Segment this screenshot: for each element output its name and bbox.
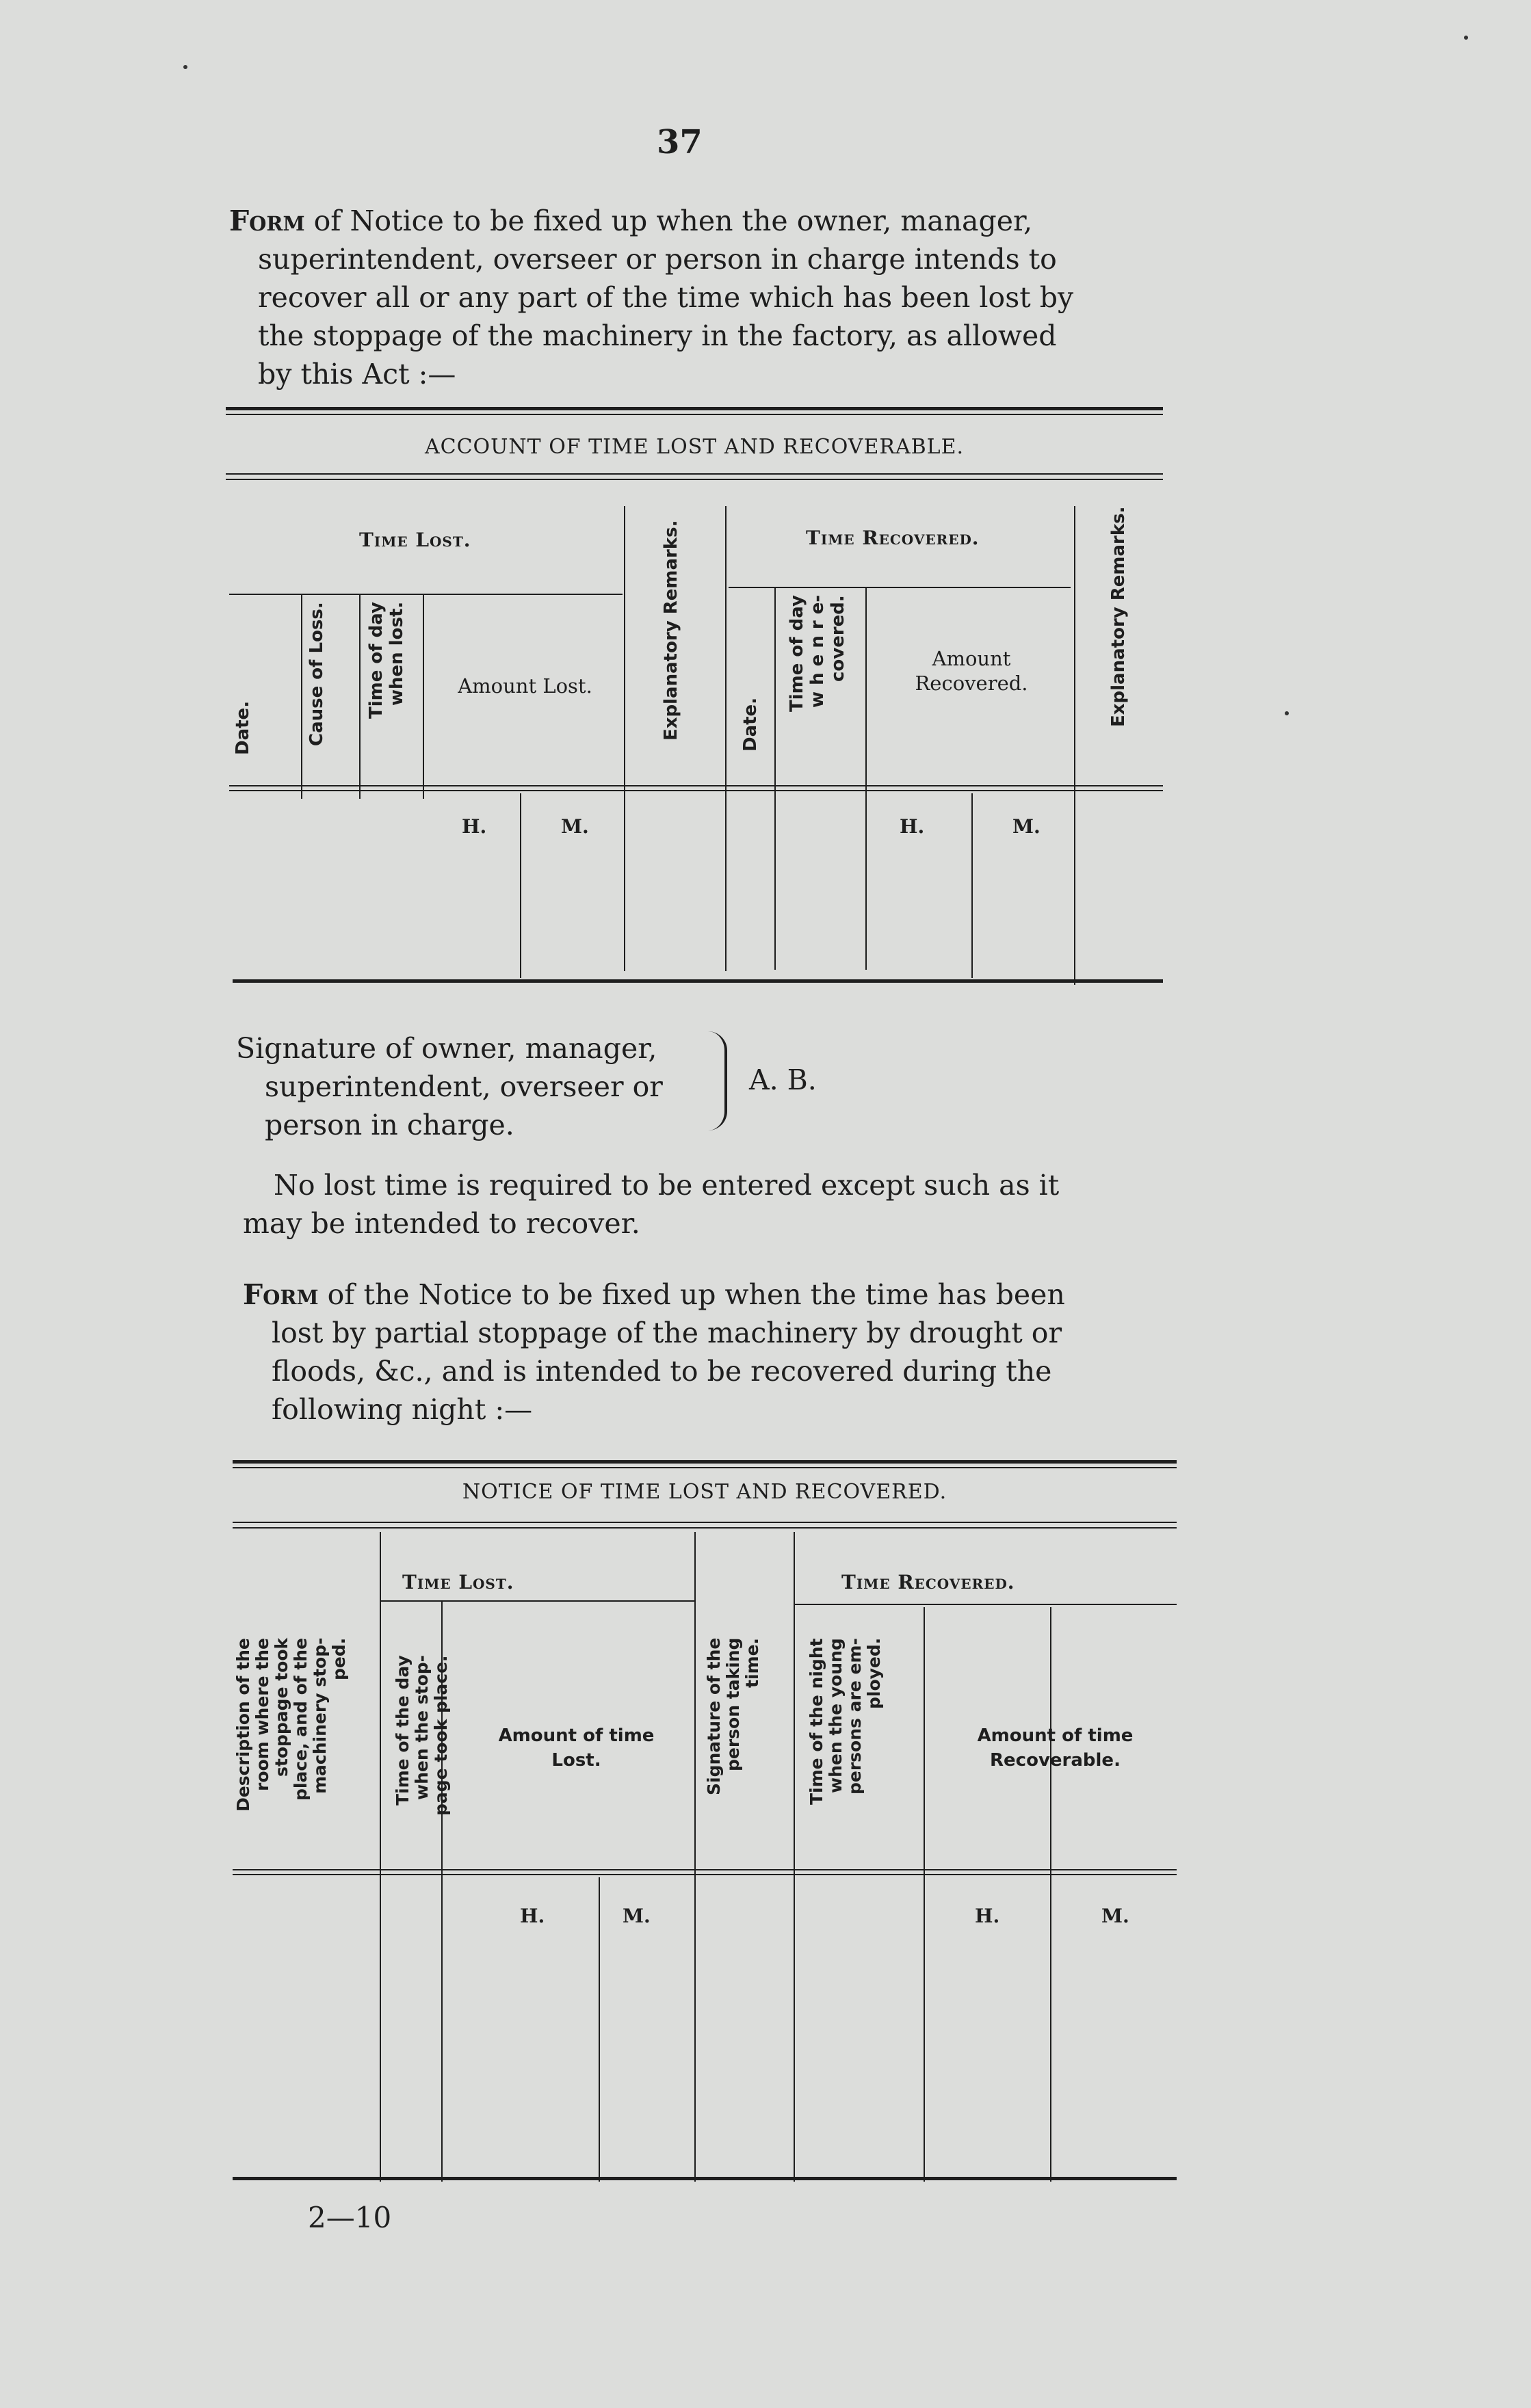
t2-col-amount-recoverable: Amount of time Recoverable.	[977, 1725, 1134, 1771]
table-2-top-rule-thin	[233, 1467, 1177, 1468]
notice-2-first-line: of the Notice to be fixed up when the time has been	[318, 1278, 1065, 1311]
table-1-col-rule	[423, 594, 424, 799]
table-1-col-rule	[725, 506, 727, 971]
table-1-col-rule	[1074, 506, 1075, 985]
table-1-col-rule	[774, 587, 776, 970]
table-2-col-rule	[599, 1877, 600, 2182]
t2-unit-h-2: H.	[975, 1905, 1000, 1927]
t2-unit-h: H.	[520, 1905, 545, 1927]
note-line: may be intended to recover.	[243, 1207, 640, 1240]
speck	[183, 65, 187, 69]
table-1-title-rule	[226, 473, 1163, 475]
t1-col-remarks-2: Explanatory Remarks.	[1108, 506, 1129, 727]
table-2-header-rule-2	[233, 1874, 1177, 1875]
table-1-sub-rule-recovered	[729, 587, 1071, 588]
table-2-sub-rule-recovered	[794, 1604, 1177, 1605]
table-2-header-rule	[233, 1869, 1177, 1870]
t2-unit-m: M.	[623, 1905, 651, 1927]
table-2-title-rule-2	[233, 1527, 1177, 1529]
table-1-col-rule	[520, 793, 521, 978]
signature-brace	[708, 1031, 727, 1130]
page-number: 37	[657, 123, 703, 161]
form-word: Form	[229, 204, 305, 237]
t2-col-description: Description of the room where the stoppage took place, and of the machinery stop- ped.	[233, 1638, 349, 1812]
table-1-sub-rule-lost	[229, 594, 623, 595]
table-2-top-rule	[233, 1460, 1177, 1464]
table-1-header-rule	[229, 785, 1163, 786]
t1-col-time-lost: Time of day when lost.	[366, 602, 407, 719]
signature-line: person in charge.	[265, 1109, 514, 1141]
speck	[1285, 711, 1289, 715]
t1-col-time-recovered: Time of day w h e n r e- covered.	[787, 595, 848, 712]
signature-block	[236, 1029, 715, 1144]
t1-unit-h: H.	[462, 815, 487, 838]
table-1-header-rule-2	[229, 790, 1163, 791]
note-line: No lost time is required to be entered except such as it	[274, 1169, 1060, 1202]
table-2-group-recovered: Time Recovered.	[841, 1571, 1015, 1593]
speck	[1464, 36, 1468, 40]
t1-unit-m-2: M.	[1012, 815, 1041, 838]
table-1-bottom-rule	[233, 979, 1163, 983]
t1-col-amount-recovered: Amount Recovered.	[915, 647, 1028, 695]
table-1-group-lost: Time Lost.	[359, 529, 471, 551]
table-2-sub-rule-lost	[380, 1600, 694, 1602]
notice-2-line: lost by partial stoppage of the machinery by drought or	[272, 1317, 1062, 1349]
signature-name: A. B.	[749, 1063, 817, 1096]
notice-2-line: following night :—	[272, 1393, 533, 1426]
signature-line: Signature of owner, manager,	[236, 1032, 657, 1065]
t2-col-signature: Signature of the person taking time.	[704, 1638, 762, 1796]
table-2-col-rule	[694, 1532, 696, 2182]
notice-1-line: superintendent, overseer or person in charge intends to	[258, 243, 1057, 276]
t1-col-cause: Cause of Loss.	[306, 602, 327, 746]
table-2-bottom-rule	[233, 2177, 1177, 2180]
table-1-col-rule	[971, 793, 973, 978]
t1-unit-m: M.	[561, 815, 589, 838]
table-1-group-recovered: Time Recovered.	[806, 527, 980, 549]
notice-2-heading	[243, 1275, 1180, 1429]
form-word: Form	[243, 1278, 319, 1311]
signature-mark: 2—10	[308, 2201, 392, 2234]
t1-unit-h-2: H.	[900, 815, 925, 838]
notice-2-line: floods, &c., and is intended to be recovered during the	[272, 1355, 1052, 1388]
lost-time-note	[243, 1166, 1180, 1243]
notice-1-line: by this Act :—	[258, 358, 456, 391]
table-1-top-rule	[226, 407, 1163, 410]
table-1-title: ACCOUNT OF TIME LOST AND RECOVERABLE.	[424, 435, 965, 459]
table-2-title: NOTICE OF TIME LOST AND RECOVERED.	[462, 1480, 947, 1504]
signature-line: superintendent, overseer or	[265, 1070, 663, 1103]
notice-1-first-line: of Notice to be fixed up when the owner, manager,	[304, 204, 1033, 237]
table-2-col-rule	[924, 1607, 925, 2182]
table-1-col-rule	[301, 594, 302, 799]
t1-col-remarks: Explanatory Remarks.	[661, 520, 681, 741]
t1-col-date: Date.	[233, 701, 253, 756]
table-1-top-rule-thin	[226, 414, 1163, 415]
table-1-title-rule-2	[226, 479, 1163, 480]
notice-1-line: the stoppage of the machinery in the factory, as allowed	[258, 319, 1057, 352]
table-1-col-rule	[359, 594, 361, 799]
table-2-col-rule	[380, 1532, 381, 2182]
table-2-col-rule	[1050, 1877, 1051, 2182]
notice-1-line: recover all or any part of the time which has been lost by	[258, 281, 1074, 314]
t2-col-time-night: Time of the night when the young persons are em- ployed.	[807, 1638, 884, 1805]
table-1-col-rule	[865, 587, 867, 970]
table-2-col-rule	[794, 1532, 795, 2182]
t2-unit-m-2: M.	[1101, 1905, 1129, 1927]
t2-col-time-stoppage: Time of the day when the stop- page took place.	[393, 1655, 451, 1816]
t2-col-amount-lost: Amount of time Lost.	[498, 1725, 655, 1771]
t1-col-amount-lost: Amount Lost.	[458, 674, 592, 698]
table-2-group-lost: Time Lost.	[402, 1571, 514, 1593]
t1-col-date-2: Date.	[740, 698, 761, 752]
table-1-col-rule	[624, 506, 625, 971]
table-2-title-rule	[233, 1522, 1177, 1523]
notice-1-heading	[229, 202, 1183, 393]
